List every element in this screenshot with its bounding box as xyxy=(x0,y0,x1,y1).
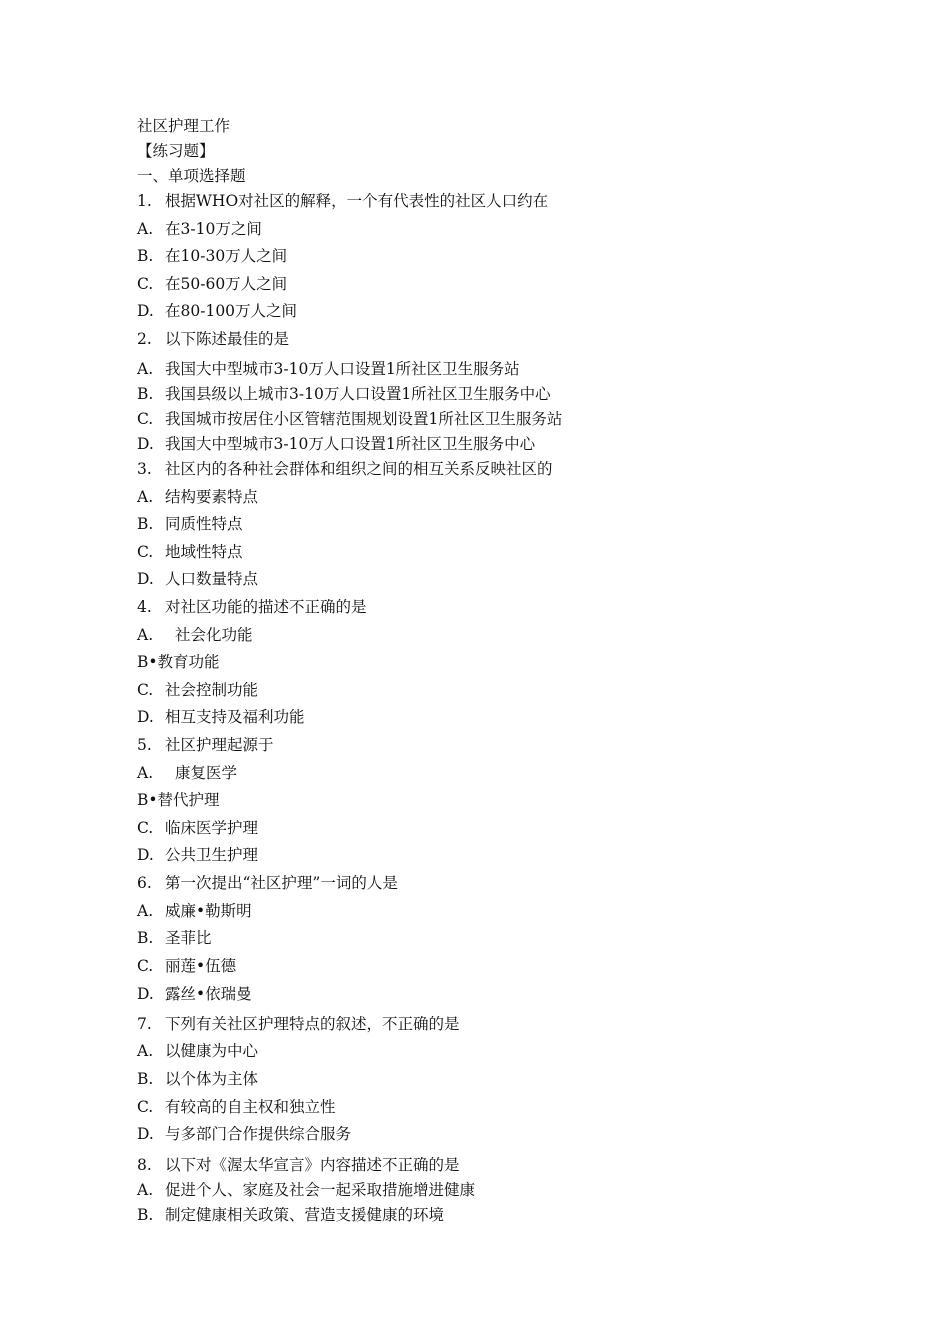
option-text: 在10-30万人之间 xyxy=(165,247,288,265)
option-label: C. xyxy=(137,543,154,561)
q2-option-b xyxy=(137,384,551,404)
q8-option-a xyxy=(137,1180,475,1200)
option-text: 教育功能 xyxy=(157,653,220,671)
option-label: C. xyxy=(137,410,154,428)
question-3 xyxy=(137,459,553,479)
option-text: 替代护理 xyxy=(157,791,220,809)
q4-option-d xyxy=(137,707,305,727)
option-label: B. xyxy=(137,247,154,265)
exercise-heading: 【练习题】 xyxy=(137,142,215,160)
option-text: 有较高的自主权和独立性 xyxy=(165,1098,336,1116)
question-4 xyxy=(137,597,367,617)
option-label: D. xyxy=(137,570,154,588)
question-7 xyxy=(137,1014,460,1034)
question-1 xyxy=(137,191,548,211)
option-label: D. xyxy=(137,708,154,726)
q5-option-a xyxy=(137,763,237,783)
option-text: 我国大中型城市3-10万人口设置1所社区卫生服务站 xyxy=(165,360,520,378)
q1-option-c xyxy=(137,274,287,294)
option-text: 以个体为主体 xyxy=(165,1070,259,1088)
question-text: 第一次提出“社区护理”一词的人是 xyxy=(165,874,398,892)
question-number: 2. xyxy=(137,330,152,348)
option-label: A. xyxy=(137,220,154,238)
question-number: 4. xyxy=(137,598,152,616)
option-label: D. xyxy=(137,1125,154,1143)
question-text: 以下陈述最佳的是 xyxy=(165,330,290,348)
question-number: 7. xyxy=(137,1015,152,1033)
option-text: 威廉•勒斯明 xyxy=(165,902,252,920)
option-text: 露丝•依瑞曼 xyxy=(165,985,252,1003)
q3-option-b xyxy=(137,514,243,534)
question-text: 社区内的各种社会群体和组织之间的相互关系反映社区的 xyxy=(165,460,553,478)
q2-option-c xyxy=(137,409,562,429)
option-label: C. xyxy=(137,957,154,975)
option-text: 以健康为中心 xyxy=(165,1042,259,1060)
question-text: 下列有关社区护理特点的叙述，不正确的是 xyxy=(165,1015,460,1033)
q5-option-d xyxy=(137,845,258,865)
option-label: B. xyxy=(137,1070,154,1088)
option-text: 康复医学 xyxy=(175,764,238,782)
option-label: D. xyxy=(137,435,154,453)
option-text: 相互支持及福利功能 xyxy=(165,708,305,726)
q6-option-a xyxy=(137,901,252,921)
option-label: A. xyxy=(137,626,154,644)
section-heading: 一、单项选择题 xyxy=(137,167,246,185)
option-text: 地域性特点 xyxy=(165,543,243,561)
q6-option-b xyxy=(137,928,212,948)
option-label: D. xyxy=(137,846,154,864)
question-number: 6. xyxy=(137,874,152,892)
option-text: 制定健康相关政策、营造支援健康的环境 xyxy=(165,1206,445,1224)
option-label: A. xyxy=(137,1042,154,1060)
option-text: 公共卫生护理 xyxy=(165,846,259,864)
question-text: 以下对《渥太华宣言》内容描述不正确的是 xyxy=(165,1156,460,1174)
option-label: A. xyxy=(137,1181,154,1199)
option-text: 在80-100万人之间 xyxy=(165,302,298,320)
q3-option-c xyxy=(137,542,243,562)
option-text: 与多部门合作提供综合服务 xyxy=(165,1125,352,1143)
option-label: B• xyxy=(137,791,158,809)
question-number: 3. xyxy=(137,460,152,478)
q7-option-d xyxy=(137,1124,351,1144)
question-number: 5. xyxy=(137,736,152,754)
option-text: 在50-60万人之间 xyxy=(165,275,288,293)
q2-option-a xyxy=(137,359,520,379)
q7-option-c xyxy=(137,1097,336,1117)
q2-option-d xyxy=(137,434,535,454)
option-text: 在3-10万之间 xyxy=(165,220,262,238)
question-8 xyxy=(137,1155,460,1175)
question-text: 根据WHO对社区的解释，一个有代表性的社区人口约在 xyxy=(165,192,549,210)
option-label: D. xyxy=(137,302,154,320)
option-label: A. xyxy=(137,902,154,920)
q4-option-c xyxy=(137,680,258,700)
option-text: 我国县级以上城市3-10万人口设置1所社区卫生服务中心 xyxy=(165,385,551,403)
option-text: 我国大中型城市3-10万人口设置1所社区卫生服务中心 xyxy=(165,435,536,453)
q7-option-a xyxy=(137,1041,258,1061)
question-text: 对社区功能的描述不正确的是 xyxy=(165,598,367,616)
q3-option-a xyxy=(137,487,258,507)
option-label: C. xyxy=(137,819,154,837)
document-title: 社区护理工作 xyxy=(137,117,231,135)
option-text: 同质性特点 xyxy=(165,515,243,533)
option-text: 我国城市按居住小区管辖范围规划设置1所社区卫生服务站 xyxy=(165,410,563,428)
question-number: 1. xyxy=(137,192,152,210)
option-label: C. xyxy=(137,681,154,699)
option-label: B. xyxy=(137,385,154,403)
option-label: D. xyxy=(137,985,154,1003)
option-label: A. xyxy=(137,488,154,506)
option-text: 促进个人、家庭及社会一起采取措施增进健康 xyxy=(165,1181,476,1199)
q5-option-b xyxy=(137,790,220,810)
option-label: C. xyxy=(137,1098,154,1116)
q6-option-c xyxy=(137,956,236,976)
option-text: 人口数量特点 xyxy=(165,570,259,588)
option-label: A. xyxy=(137,764,154,782)
option-text: 社会化功能 xyxy=(175,626,253,644)
q4-option-b xyxy=(137,652,220,672)
option-text: 临床医学护理 xyxy=(165,819,259,837)
question-number: 8. xyxy=(137,1156,152,1174)
option-text: 结构要素特点 xyxy=(165,488,259,506)
q1-option-d xyxy=(137,301,297,321)
option-text: 圣菲比 xyxy=(165,929,212,947)
q5-option-c xyxy=(137,818,258,838)
q7-option-b xyxy=(137,1069,258,1089)
q1-option-b xyxy=(137,246,287,266)
option-text: 社会控制功能 xyxy=(165,681,259,699)
option-text: 丽莲•伍德 xyxy=(165,957,237,975)
option-label: B. xyxy=(137,1206,154,1224)
q3-option-d xyxy=(137,569,258,589)
option-label: B• xyxy=(137,653,158,671)
q6-option-d xyxy=(137,984,252,1004)
question-text: 社区护理起源于 xyxy=(165,736,274,754)
option-label: C. xyxy=(137,275,154,293)
option-label: A. xyxy=(137,360,154,378)
option-label: B. xyxy=(137,515,154,533)
question-5 xyxy=(137,735,274,755)
option-label: B. xyxy=(137,929,154,947)
q8-option-b xyxy=(137,1205,444,1225)
q1-option-a xyxy=(137,219,262,239)
question-6 xyxy=(137,873,398,893)
q4-option-a xyxy=(137,625,253,645)
question-2 xyxy=(137,329,289,349)
